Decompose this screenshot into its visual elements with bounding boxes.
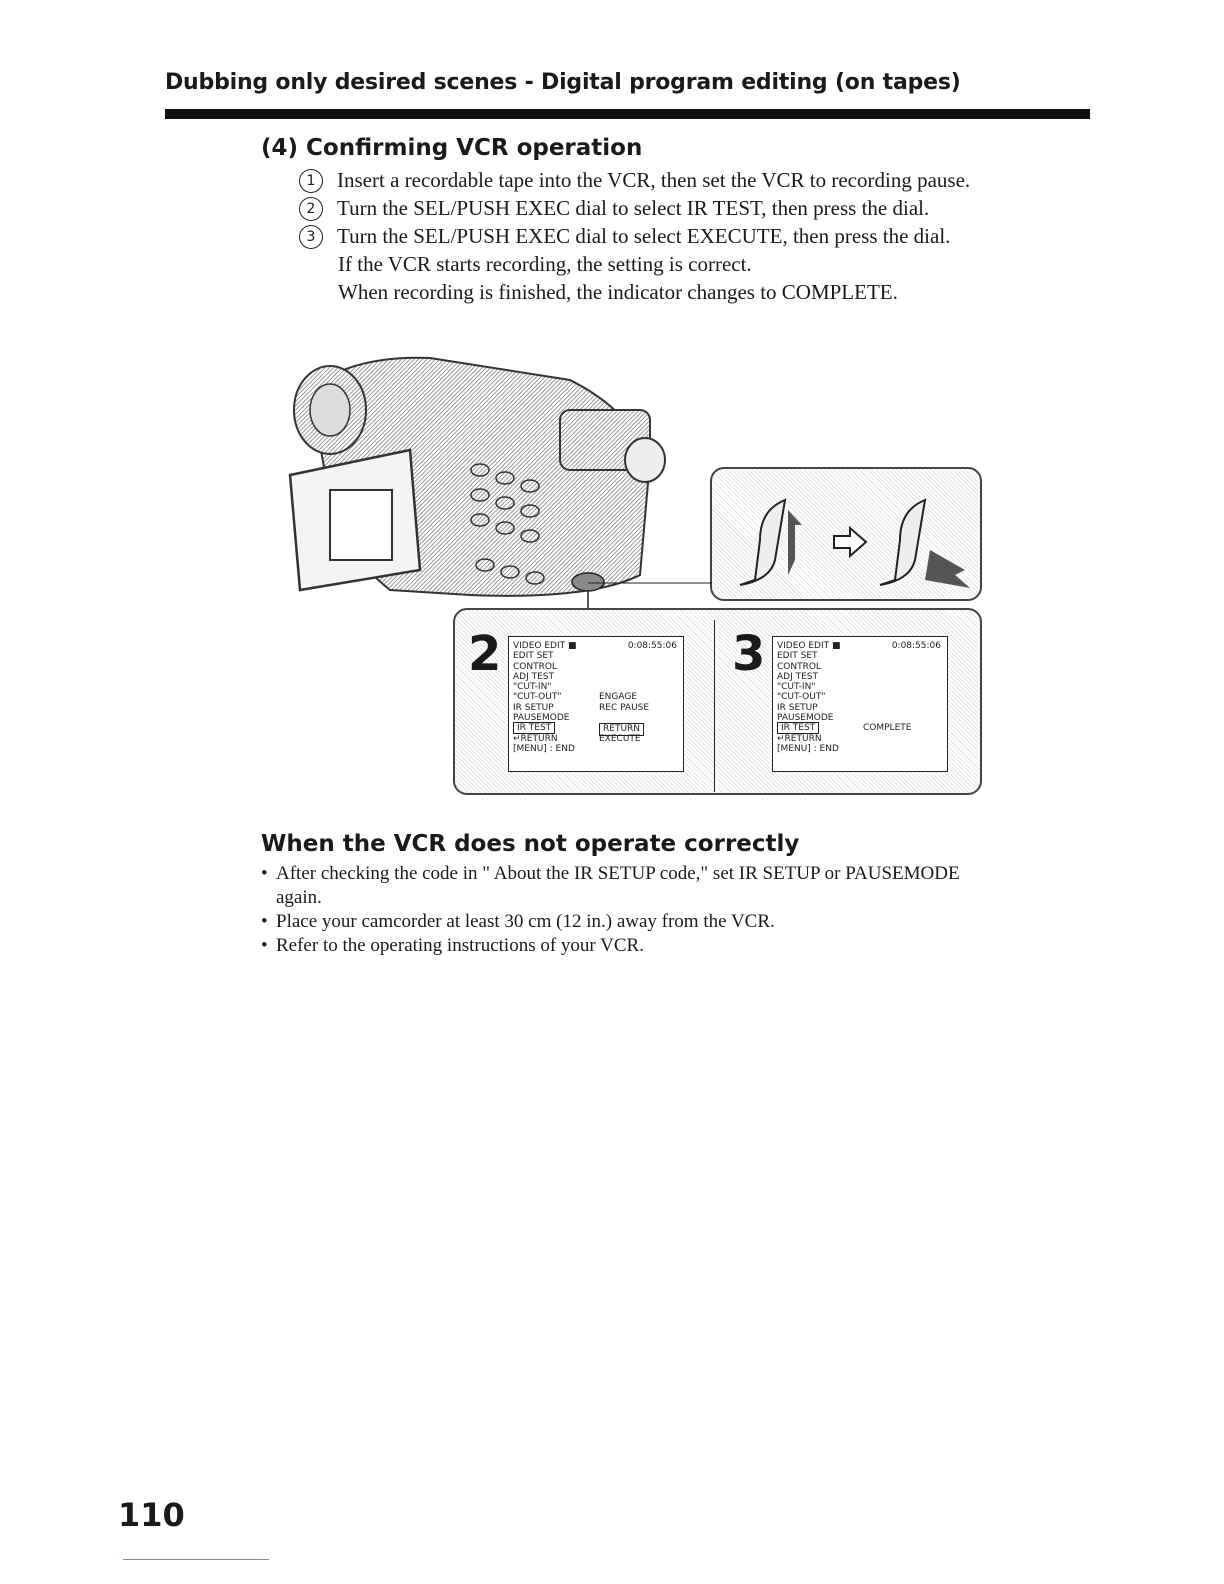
osd-menu-item: EDIT SET [777, 651, 818, 662]
osd-menu-item: "CUT-IN" [513, 682, 552, 693]
osd-menu-item: RETURN [784, 733, 822, 744]
page-number: 110 [118, 1496, 185, 1534]
osd-footer: [MENU] : END [513, 743, 575, 754]
step-number-1: 1 [299, 169, 323, 193]
osd-option-selected: RETURN [599, 723, 644, 735]
troubleshoot-list [261, 862, 981, 958]
osd-menu-item-selected: IR TEST [513, 722, 555, 734]
header-rule [165, 109, 1090, 119]
camcorder-illustration [270, 350, 670, 610]
list-item: • Place your camcorder at least 30 cm (12 in.) away from the VCR. [261, 910, 981, 934]
osd-status: COMPLETE [863, 723, 912, 734]
osd-option: ENGAGE [599, 692, 638, 703]
osd-menu-item: PAUSEMODE [513, 713, 570, 724]
osd-option: EXECUTE [599, 733, 641, 744]
screen-step-2-label: 2 [468, 626, 502, 682]
osd-footer: [MENU] : END [777, 743, 839, 754]
step-text: Turn the SEL/PUSH EXEC dial to select IR TEST, then press the dial. [337, 196, 930, 220]
osd-menu-item-selected: IR TEST [777, 722, 819, 734]
osd-menu-item: ADJ TEST [513, 671, 554, 682]
arrow-right-icon [830, 522, 870, 562]
step-number-3: 3 [299, 225, 323, 249]
step-number-2: 2 [299, 197, 323, 221]
step-text: Turn the SEL/PUSH EXEC dial to select EXECUTE, then press the dial. [337, 224, 951, 248]
dial-turn-icon [730, 490, 820, 600]
step-text: Insert a recordable tape into the VCR, then set the VCR to recording pause. [337, 168, 971, 192]
step-list [299, 167, 1099, 306]
step-2 [299, 195, 1099, 223]
step-3-note: When recording is finished, the indicator changes to COMPLETE. [338, 279, 898, 304]
osd-menu-item: IR SETUP [513, 702, 554, 713]
screen-step-3-label: 3 [732, 626, 766, 682]
panel-divider [714, 620, 715, 792]
tape-icon: ■ [832, 641, 841, 651]
section-title: (4) Confirming VCR operation [261, 135, 643, 161]
osd-option: REC PAUSE [599, 702, 650, 713]
tape-icon: ■ [568, 641, 577, 651]
osd-menu-item: ADJ TEST [777, 671, 818, 682]
osd-menu-item: PAUSEMODE [777, 713, 834, 724]
osd-title: VIDEO EDIT [777, 641, 830, 651]
step-1 [299, 167, 1099, 195]
footer-rule [123, 1559, 269, 1560]
callout-line [588, 573, 718, 593]
osd-menu-item: "CUT-OUT" [777, 692, 826, 703]
dial-press-icon [870, 490, 980, 600]
osd-menu-item: CONTROL [777, 661, 821, 672]
osd-menu-item: "CUT-IN" [777, 682, 816, 693]
return-arrow-icon: ↵ [513, 733, 521, 744]
troubleshoot-title: When the VCR does not operate correctly [261, 831, 800, 857]
step-3-note: If the VCR starts recording, the setting is correct. [338, 252, 752, 276]
page-header-title: Dubbing only desired scenes - Digital program editing (on tapes) [165, 70, 961, 95]
osd-title: VIDEO EDIT [513, 641, 566, 651]
camcorder-figure [270, 350, 985, 800]
menu-screen-step-3 [772, 636, 948, 772]
osd-counter: 0:08:55:06 [891, 641, 941, 651]
list-item: • After checking the code in " About the IR SETUP code," set IR SETUP or PAUSEMODE again. [261, 862, 981, 910]
osd-menu-item: IR SETUP [777, 702, 818, 713]
osd-menu-item: "CUT-OUT" [513, 692, 562, 703]
osd-menu-item: CONTROL [513, 661, 557, 672]
osd-counter: 0:08:55:06 [627, 641, 677, 651]
menu-screen-step-2 [508, 636, 684, 772]
list-item: • Refer to the operating instructions of your VCR. [261, 934, 981, 958]
return-arrow-icon: ↵ [777, 733, 785, 744]
osd-menu-item: RETURN [520, 733, 558, 744]
osd-menu-item: EDIT SET [513, 651, 554, 662]
step-3 [299, 223, 1099, 251]
